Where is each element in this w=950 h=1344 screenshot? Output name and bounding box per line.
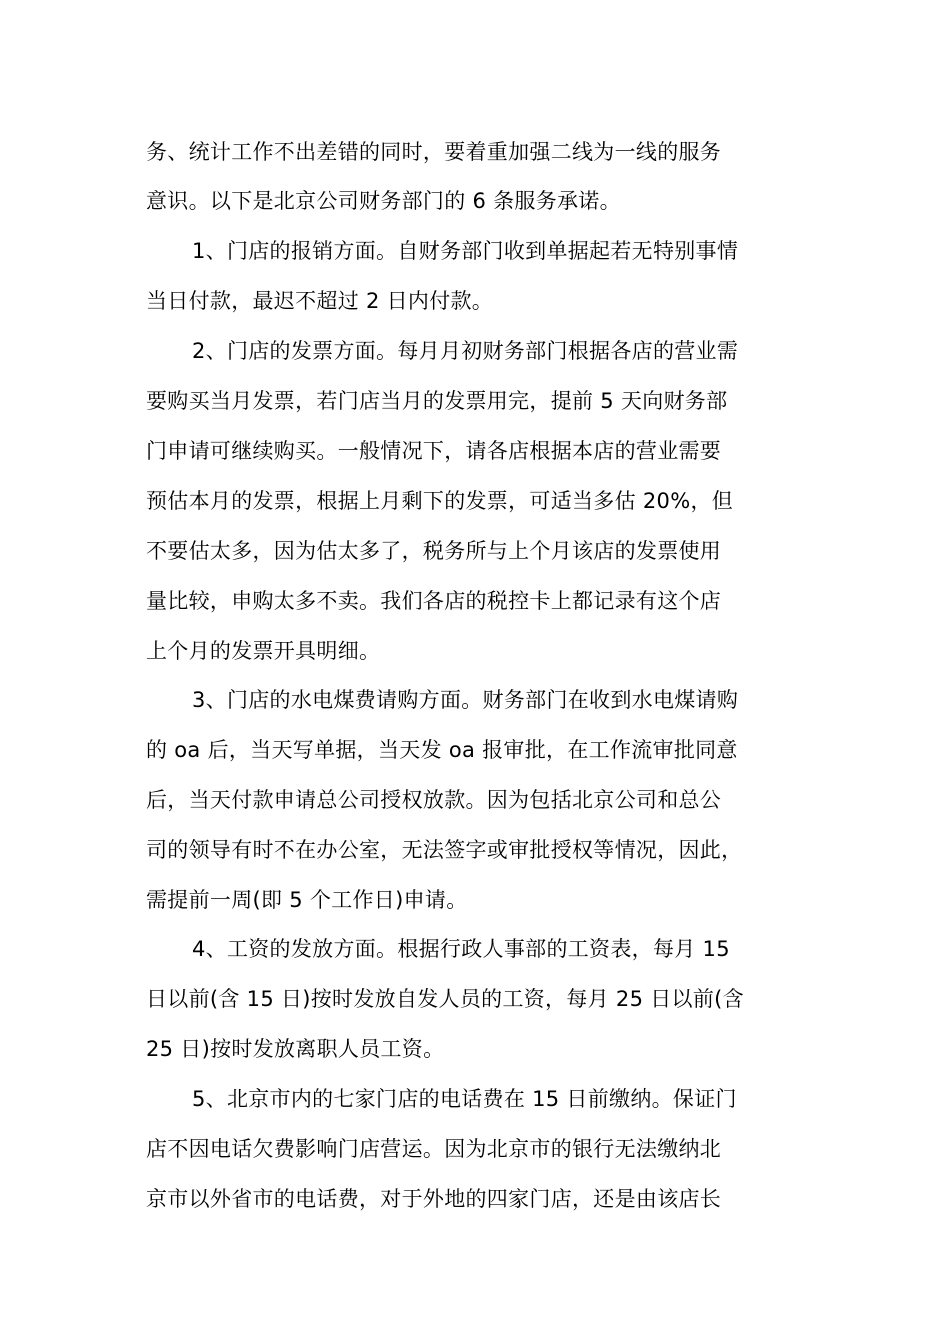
paragraph-5-line-2: 店不因电话欠费影响门店营运。因为北京市的银行无法缴纳北	[146, 1137, 722, 1161]
paragraph-4-line-2: 日以前(含 15 日)按时发放自发人员的工资，每月 25 日以前(含	[146, 987, 744, 1011]
paragraph-2-line-3: 门申请可继续购买。一般情况下，请各店根据本店的营业需要	[146, 439, 722, 463]
paragraph-3-line-2: 的 oa 后，当天写单据，当天发 oa 报审批，在工作流审批同意	[146, 738, 738, 762]
paragraph-3-line-3: 后，当天付款申请总公司授权放款。因为包括北京公司和总公	[146, 788, 722, 812]
paragraph-5-line-1: 5、北京市内的七家门店的电话费在 15 日前缴纳。保证门	[192, 1087, 737, 1111]
paragraph-1-line-2: 当日付款，最迟不超过 2 日内付款。	[146, 289, 494, 313]
paragraph-3-line-4: 司的领导有时不在办公室，无法签字或审批授权等情况，因此，	[146, 838, 743, 862]
paragraph-4-line-3: 25 日)按时发放离职人员工资。	[146, 1037, 445, 1061]
paragraph-2-line-1: 2、门店的发票方面。每月月初财务部门根据各店的营业需	[192, 339, 739, 363]
paragraph-5-line-3: 京市以外省市的电话费，对于外地的四家门店，还是由该店长	[146, 1187, 722, 1211]
paragraph-2-line-7: 上个月的发票开具明细。	[146, 639, 381, 663]
paragraph-1-line-1: 1、门店的报销方面。自财务部门收到单据起若无特别事情	[192, 239, 739, 263]
paragraph-3-line-1: 3、门店的水电煤费请购方面。财务部门在收到水电煤请购	[192, 688, 739, 712]
paragraph-2-line-6: 量比较，申购太多不卖。我们各店的税控卡上都记录有这个店	[146, 589, 722, 613]
text-line-1: 务、统计工作不出差错的同时，要着重加强二线为一线的服务	[146, 140, 722, 164]
text-line-2: 意识。以下是北京公司财务部门的 6 条服务承诺。	[146, 189, 621, 213]
paragraph-3-line-5: 需提前一周(即 5 个工作日)申请。	[146, 888, 468, 912]
paragraph-2-line-5: 不要估太多，因为估太多了，税务所与上个月该店的发票使用	[146, 539, 722, 563]
paragraph-2-line-2: 要购买当月发票，若门店当月的发票用完，提前 5 天向财务部	[146, 389, 728, 413]
paragraph-4-line-1: 4、工资的发放方面。根据行政人事部的工资表，每月 15	[192, 937, 730, 961]
paragraph-2-line-4: 预估本月的发票，根据上月剩下的发票，可适当多估 20%，但	[146, 489, 734, 513]
